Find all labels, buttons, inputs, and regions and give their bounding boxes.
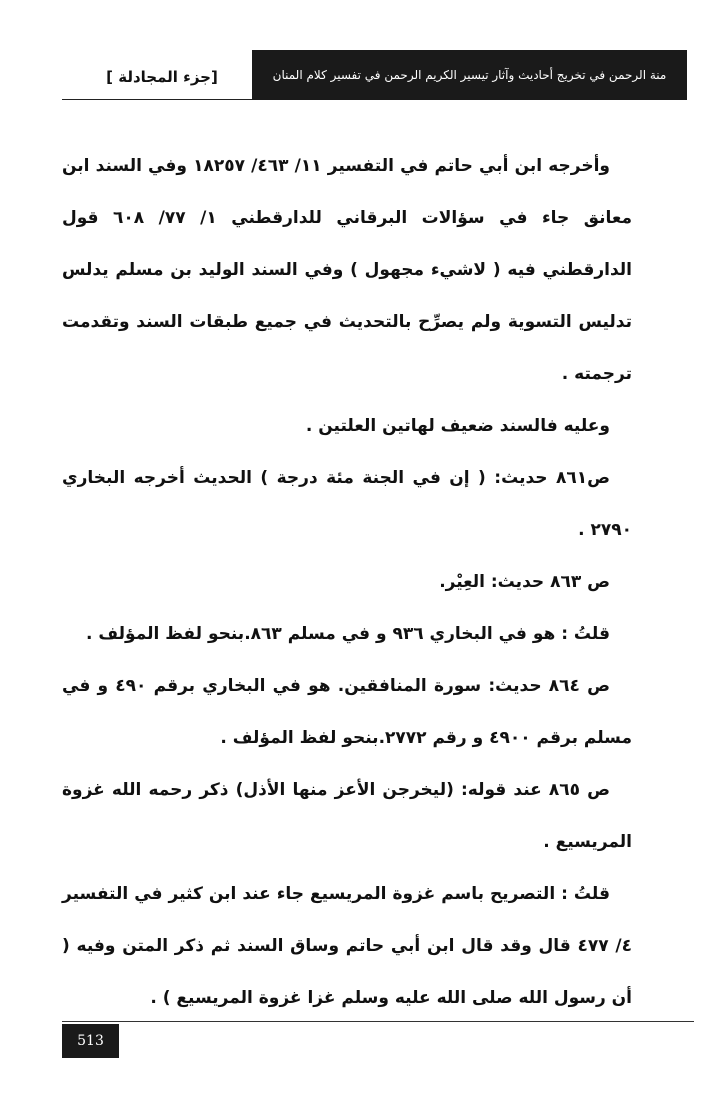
- paragraph: ص ٨٦٥ عند قوله: (ليخرجن الأعز منها الأذل) ذكر رحمه الله غزوة المريسيع .: [62, 780, 632, 852]
- header-divider: [62, 99, 252, 100]
- paragraph: ص ٨٦٤ حديث: سورة المنافقين. هو في البخاري برقم ٤٩٠ و في مسلم برقم ٤٩٠٠ و رقم ٢٧٧٢.بنحو لفظ المؤلف .: [62, 676, 632, 748]
- paragraph: وعليه فالسند ضعيف لهاتين العلتين .: [305, 416, 610, 436]
- paragraph: ص ٨٦٣ حديث: العِيْر.: [439, 572, 610, 592]
- paragraph: وأخرجه ابن أبي حاتم في التفسير ١١/ ٤٦٣/ ١٨٢٥٧ وفي السند ابن معانق جاء في سؤالات البرقاني للدارقطني ١/ ٧٧/ ٦٠٨ قول الدارقطني فيه ( لاشيء مجهول ) وفي السند الوليد بن مسلم يدلس تدليس التسوية ولم يصرِّح بالتحديث في جميع طبقات السند وتقدمت ترجمته .: [62, 156, 632, 384]
- paragraph: قلتُ : التصريح باسم غزوة المريسيع جاء عند ابن كثير في التفسير ٤/ ٤٧٧ قال وقد قال ابن أبي حاتم وساق السند ثم ذكر المتن وفيه ( أن رسول الله صلى الله عليه وسلم غزا غزوة المريسيع ) .: [62, 884, 632, 1008]
- footer-divider: [62, 1021, 694, 1022]
- book-title: منة الرحمن في تخريج أحاديث وآثار تيسير الكريم الرحمن في تفسير كلام المنان: [272, 68, 667, 82]
- page-body: [62, 140, 632, 1024]
- part-label: [جزء المجادلة ]: [106, 68, 218, 86]
- paragraph: ص٨٦١ حديث: ( إن في الجنة مئة درجة ) الحديث أخرجه البخاري ٢٧٩٠ .: [62, 468, 632, 540]
- page-number-text: 513: [77, 1033, 104, 1049]
- running-header-title: [252, 50, 687, 100]
- paragraph: قلتُ : هو في البخاري ٩٣٦ و في مسلم ٨٦٣.بنحو لفظ المؤلف .: [86, 624, 610, 644]
- page-number: [62, 1024, 119, 1058]
